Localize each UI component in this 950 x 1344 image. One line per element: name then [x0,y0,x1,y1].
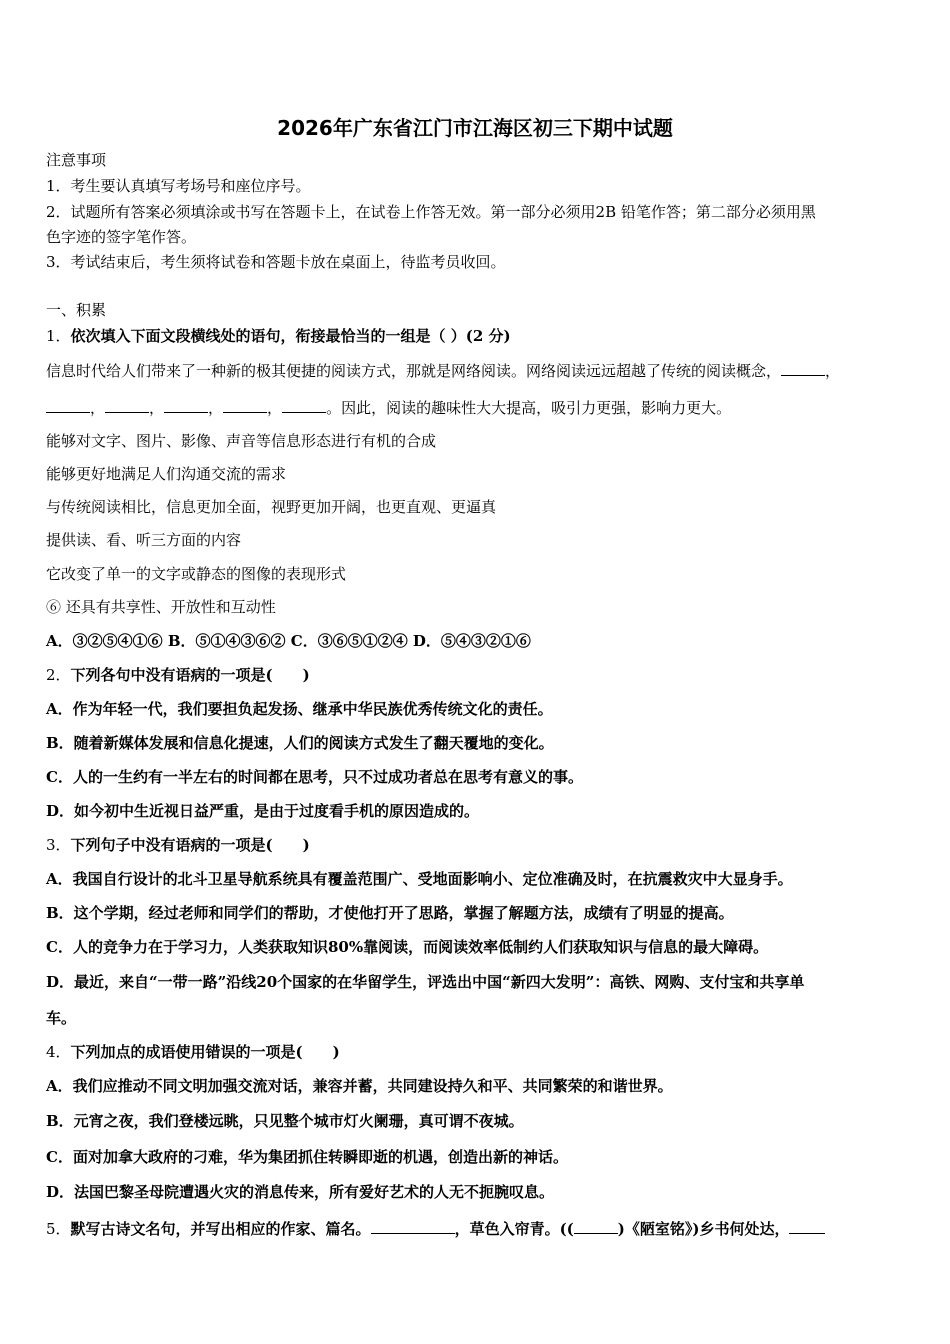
notice-item: 色字迹的签字笔作答。 [46,228,197,246]
answer-option: B．元宵之夜，我们登楼远眺，只见整个城市灯火阑珊，真可谓不夜城。 [46,1112,524,1130]
answer-option: D．最近，来自“一带一路”沿线20个国家的在华留学生，评选出中国“新四大发明”：高铁、网购、支付宝和共享单 [46,973,805,991]
question-1-passage-continued [46,397,912,418]
answer-blank[interactable] [371,1218,455,1234]
notice-item: 1．考生要认真填写考场号和座位序号。 [46,177,311,195]
candidate-sentence: 与传统阅读相比，信息更加全面，视野更加开阔，也更直观、更逼真 [46,498,497,516]
notice-item: 3．考试结束后，考生须将试卷和答题卡放在桌面上，待监考员收回。 [46,253,506,271]
blank-separator: ， [149,399,165,417]
question-number: 4． [46,1043,71,1061]
question-text: 下列句子中没有语病的一项是( ) [70,836,310,854]
section-heading: 一、积累 [46,301,107,319]
candidate-sentence: 提供读、看、听三方面的内容 [46,531,242,549]
notice-item: 2．试题所有答案必须填涂或书写在答题卡上，在试卷上作答无效。第一部分必须用2B 铅笔作答；第二部分必须用黑 [46,203,816,221]
candidate-sentence: 能够对文字、图片、影像、声音等信息形态进行有机的合成 [46,432,437,450]
answer-option-continued: 车。 [46,1009,77,1027]
question-1-passage [46,360,912,381]
candidate-sentence: 能够更好地满足人们沟通交流的需求 [46,465,287,483]
question-1-stem [46,326,912,346]
question-number: 2． [46,666,71,684]
blank-separator: ， [267,399,283,417]
answer-option: C．面对加拿大政府的刁难，华为集团抓住转瞬即逝的机遇，创造出新的神话。 [46,1148,568,1166]
answer-option: B．随着新媒体发展和信息化提速，人们的阅读方式发生了翻天覆地的变化。 [46,734,554,752]
question-text: ，草色入帘青。(( [454,1220,574,1238]
answer-blank[interactable] [46,397,90,413]
answer-option: B．这个学期，经过老师和同学们的帮助，才使他打开了思路，掌握了解题方法，成绩有了明显的提高。 [46,904,734,922]
answer-option: C．人的竞争力在于学习力，人类获取知识80%靠阅读，而阅读效率低制约人们获取知识与信息的最大障碍。 [46,938,769,956]
answer-option: D．如今初中生近视日益严重，是由于过度看手机的原因造成的。 [46,802,480,820]
answer-blank[interactable] [223,397,267,413]
blank-separator: ， [825,362,841,380]
notice-heading: 注意事项 [46,151,107,169]
candidate-sentence: ⑥ 还具有共享性、开放性和互动性 [46,598,276,616]
question-text: 默写古诗文名句，并写出相应的作家、篇名。 [70,1220,371,1238]
answer-blank[interactable] [282,397,326,413]
exam-title: 2026年广东省江门市江海区初三下期中试题 [277,116,673,140]
question-number: 3． [46,836,71,854]
question-1-options: A．③②⑤④①⑥ B．⑤①④③⑥② C．③⑥⑤①②④ D．⑤④③②①⑥ [46,632,531,650]
question-4-stem [46,1042,912,1062]
blank-separator: ， [208,399,224,417]
question-text: 下列加点的成语使用错误的一项是( ) [70,1043,340,1061]
candidate-sentence: 它改变了单一的文字或静态的图像的表现形式 [46,565,347,583]
passage-text: 。因此，阅读的趣味性大大提高，吸引力更强，影响力更大。 [326,399,732,417]
question-text: 下列各句中没有语病的一项是( ) [70,666,310,684]
answer-blank[interactable] [105,397,149,413]
question-text: )《陋室铭》)乡书何处达， [617,1220,790,1238]
question-text: 依次填入下面文段横线处的语句，衔接最恰当的一组是（ ）(2 分) [70,327,511,345]
answer-option: A．我国自行设计的北斗卫星导航系统具有覆盖范围广、受地面影响小、定位准确及时，在抗震救灾中大显身手。 [46,870,793,888]
answer-option: C．人的一生约有一半左右的时间都在思考，只不过成功者总在思考有意义的事。 [46,768,583,786]
answer-blank[interactable] [789,1218,825,1234]
question-5-stem [46,1218,912,1239]
question-number: 1． [46,327,71,345]
answer-blank[interactable] [781,360,825,376]
answer-option: A．作为年轻一代，我们要担负起发扬、继承中华民族优秀传统文化的责任。 [46,700,553,718]
question-number: 5． [46,1220,71,1238]
passage-text: 信息时代给人们带来了一种新的极其便捷的阅读方式，那就是网络阅读。网络阅读远远超越了传统的阅读概念， [46,362,782,380]
answer-blank[interactable] [164,397,208,413]
answer-blank[interactable] [574,1218,618,1234]
question-2-stem [46,665,912,685]
blank-separator: ， [90,399,106,417]
question-3-stem [46,835,912,855]
answer-option: A．我们应推动不同文明加强交流对话，兼容并蓄，共同建设持久和平、共同繁荣的和谐世界。 [46,1077,673,1095]
answer-option: D．法国巴黎圣母院遭遇火灾的消息传来，所有爱好艺术的人无不扼腕叹息。 [46,1183,555,1201]
